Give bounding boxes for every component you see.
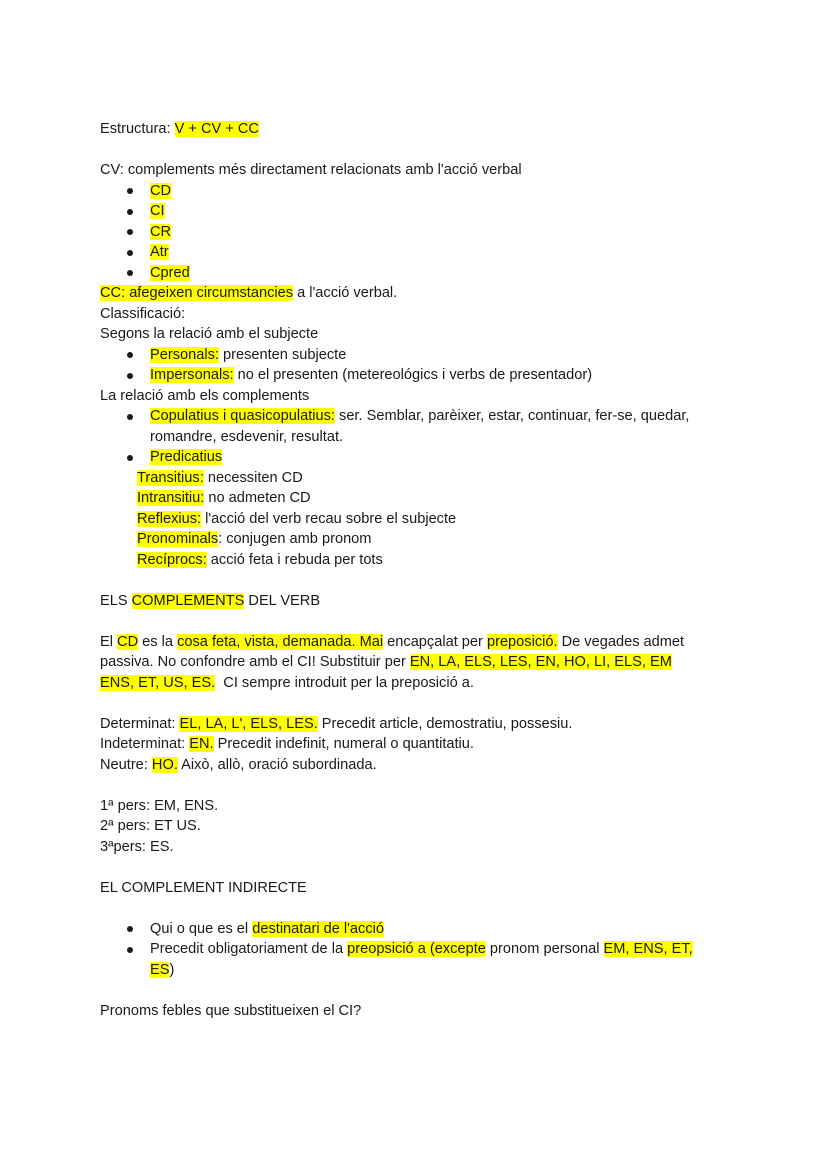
determinat-line <box>100 714 740 735</box>
indeterminat-line <box>100 734 740 755</box>
highlight: EL, LA, L', ELS, LES. <box>179 715 318 732</box>
term: Transitius: <box>137 469 204 486</box>
highlight: HO. <box>151 756 178 773</box>
label: Neutre: <box>100 756 152 773</box>
cd-paragraph-line <box>100 673 740 694</box>
text: Precedit obligatoriament de la <box>150 941 348 957</box>
cv-item: Atr <box>150 244 169 260</box>
cd-paragraph-line <box>100 652 740 673</box>
term: Recíprocs: <box>137 551 207 568</box>
list-item <box>100 406 740 427</box>
list-item <box>100 447 740 468</box>
text: pronom personal <box>485 941 604 957</box>
person-line: 1ª pers: EM, ENS. <box>100 797 219 814</box>
heading-text: DEL VERB <box>244 592 321 609</box>
highlight: ES <box>150 961 170 978</box>
highlight: preopsició a (excepte <box>347 941 486 957</box>
text: CI sempre introduit per la preposició a. <box>215 674 474 691</box>
list-item <box>100 263 740 284</box>
term: Impersonals: <box>150 367 234 383</box>
term: Personals: <box>150 346 219 363</box>
highlight: EM, ENS, ET, <box>603 941 693 957</box>
predicative-type <box>100 468 740 489</box>
structure-label: Estructura: <box>100 121 175 137</box>
term: Intransitiu: <box>137 490 205 506</box>
list-item <box>100 919 740 940</box>
heading-text: ELS <box>100 592 132 609</box>
text: Qui o que es el <box>150 920 253 937</box>
term: Copulatius i quasicopulatius: <box>150 408 335 424</box>
definition: ser. Semblar, parèixer, estar, continuar, fer-se, quedar, <box>334 408 690 424</box>
text: es la <box>138 633 178 650</box>
list-item-continuation <box>100 960 740 981</box>
question-line: Pronoms febles que substitueixen el CI? <box>100 1002 362 1019</box>
ci-heading: EL COMPLEMENT INDIRECTE <box>100 879 307 896</box>
person-line: 3ªpers: ES. <box>100 838 174 855</box>
cc-rest: a l'acció verbal. <box>293 285 398 301</box>
list-item <box>100 345 740 366</box>
list-item <box>100 939 740 960</box>
cv-item: Cpred <box>150 264 190 281</box>
text: Precedit indefinit, numeral o quantitatiu. <box>213 736 474 752</box>
term: Predicatius <box>150 449 223 465</box>
text: De vegades admet <box>557 633 685 650</box>
definition: : conjugen amb pronom <box>218 531 372 547</box>
definition: acció feta i rebuda per tots <box>206 551 383 568</box>
structure-formula: V + CV + CC <box>174 121 259 137</box>
cv-item: CR <box>150 223 172 240</box>
predicative-type <box>100 529 740 550</box>
highlight: EN. <box>189 736 214 752</box>
cv-item: CD <box>150 182 172 199</box>
list-item <box>100 181 740 202</box>
list-item-continuation: romandre, esdevenir, resultat. <box>150 428 344 445</box>
person-line: 2ª pers: ET US. <box>100 818 201 834</box>
highlight: destinatari de l'acció <box>252 920 385 937</box>
complements-heading <box>100 591 740 612</box>
cv-intro: CV: complements més directament relacionats amb l'acció verbal <box>100 162 522 178</box>
subject-relation-title: Segons la relació amb el subjecte <box>100 326 319 342</box>
text: El <box>100 633 118 650</box>
term: Pronominals <box>137 531 219 547</box>
list-item <box>100 242 740 263</box>
highlight: cosa feta, vista, demanada. Mai <box>177 633 384 650</box>
cc-line <box>100 283 740 304</box>
predicative-type <box>100 550 740 571</box>
text: encapçalat per <box>383 633 487 650</box>
complement-relation-title: La relació amb els complements <box>100 387 310 404</box>
list-item <box>100 201 740 222</box>
text: ) <box>169 961 175 978</box>
definition: no el presenten (metereológics i verbs de presentador) <box>233 367 593 383</box>
term: Reflexius: <box>137 510 202 527</box>
label: Indeterminat: <box>100 736 190 752</box>
structure-line <box>100 119 740 140</box>
highlight: CD <box>117 633 139 650</box>
highlight: EN, LA, ELS, LES, EN, HO, LI, ELS, EM <box>409 654 672 670</box>
definition: necessiten CD <box>203 469 303 486</box>
text: Precedit article, demostratiu, possesiu. <box>317 715 573 732</box>
definition: l'acció del verb recau sobre el subjecte <box>201 510 457 527</box>
highlight: preposició. <box>486 633 558 650</box>
label: Determinat: <box>100 715 180 732</box>
list-item <box>100 365 740 386</box>
definition: presenten subjecte <box>218 346 347 363</box>
heading-highlight: COMPLEMENTS <box>131 592 245 609</box>
definition: no admeten CD <box>204 490 311 506</box>
highlight: ENS, ET, US, ES. <box>100 674 216 691</box>
cd-paragraph-line <box>100 632 740 653</box>
classification-label: Classificació: <box>100 305 186 322</box>
text: passiva. No confondre amb el CI! Substituir per <box>100 654 410 670</box>
predicative-type <box>100 488 740 509</box>
neutre-line <box>100 755 740 776</box>
document-page <box>100 119 740 1021</box>
cc-highlight: CC: afegeixen circumstancies <box>100 285 294 301</box>
list-item <box>100 222 740 243</box>
cv-item: CI <box>150 203 165 219</box>
predicative-type <box>100 509 740 530</box>
text: Això, allò, oració subordinada. <box>177 756 377 773</box>
